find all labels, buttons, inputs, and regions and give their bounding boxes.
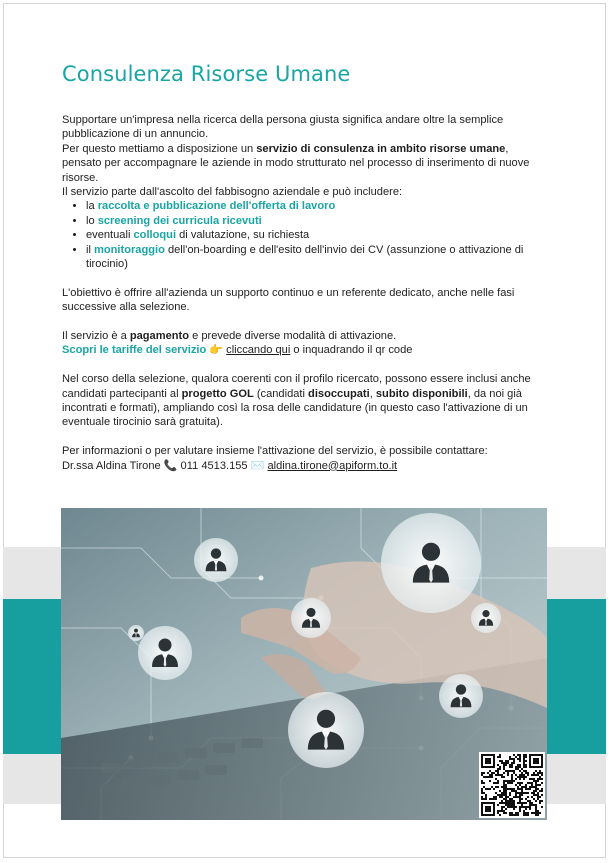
intro-paragraph-3: Il servizio parte dall'ascolto del fabbisogno aziendale e può includere: [62, 186, 403, 199]
hero-image [61, 508, 547, 820]
list-item-highlight: monitoraggio [94, 243, 165, 256]
disoccupati-highlight: disoccupati [308, 387, 370, 400]
service-list [62, 199, 550, 271]
tariffe-link[interactable]: cliccando qui [226, 344, 291, 357]
disponibili-highlight: subito disponibili [375, 387, 468, 400]
contact-line [62, 459, 550, 473]
list-item [86, 228, 550, 242]
payment-paragraph [62, 329, 550, 343]
qr-code-graphic [479, 752, 545, 818]
service-highlight: servizio di consulenza in ambito risorse umane [256, 142, 506, 155]
phone-icon: 📞 [163, 458, 178, 472]
qr-code-icon[interactable] [479, 752, 545, 818]
tariffe-line [62, 343, 550, 357]
candidates-text: , [369, 387, 376, 400]
contact-name: Dr.ssa Aldina Tirone [62, 459, 161, 472]
candidates-paragraph [62, 372, 550, 430]
list-item-highlight: raccolta e pubblicazione dell'offerta di lavoro [97, 200, 336, 213]
objective-paragraph: L'obiettivo è offrire all'azienda un supporto continuo e un referente dedicato, anche nelle fasi successive alla selezione. [62, 286, 515, 314]
list-item-pre: lo [86, 214, 98, 227]
pointing-hand-icon: 👉 [209, 343, 224, 357]
list-item [86, 243, 550, 272]
contact-intro: Per informazioni o per valutare insieme l'attivazione del servizio, è possibile contattare: [62, 445, 488, 458]
body-text [62, 113, 550, 473]
candidates-text: Nel corso della selezione, qualora coerenti con il profilo ricercato, possono essere inclusi anche candidati partecipanti al [62, 373, 531, 400]
mail-icon: ✉️ [250, 458, 265, 472]
intro-text: Per questo mettiamo a disposizione un [62, 142, 257, 155]
list-item-post: dell'on-boarding e dell'esito dell'invio dei CV (assunzione o attivazione di tirocinio) [86, 243, 524, 271]
candidates-text: (candidati [253, 387, 309, 400]
candidates-text-tail: , da noi già incontrati e formati), ampliando così la rosa delle candidature (in questo caso l'attivazione di un eventuale tirocinio sarà gratuita). [62, 387, 528, 429]
gol-highlight: progetto GOL [181, 387, 254, 400]
tariffe-label: Scopri le tariffe del servizio [62, 344, 207, 357]
list-item-post: di valutazione, su richiesta [176, 229, 310, 242]
payment-highlight: pagamento [129, 330, 190, 343]
page-title: Consulenza Risorse Umane [62, 62, 351, 86]
intro-paragraph-2 [62, 142, 550, 185]
contact-email-link[interactable]: aldina.tirone@apiform.to.it [267, 459, 398, 472]
list-item-highlight: screening dei curricula ricevuti [97, 214, 262, 227]
intro-paragraph-1: Supportare un'impresa nella ricerca della persona giusta significa andare oltre la semplice pubblicazione di un annuncio. [62, 114, 504, 141]
contact-phone[interactable]: 011 4513.155 [177, 459, 248, 472]
tariffe-tail: o inquadrando il qr code [290, 344, 413, 357]
network-illustration [61, 508, 547, 820]
list-item [86, 214, 550, 228]
intro-text-tail: , pensato per accompagnare le aziende in modo strutturato nel processo di inserimento di nuove risorse. [62, 142, 530, 184]
payment-text-tail: e prevede diverse modalità di attivazione. [189, 330, 397, 343]
list-item-pre: eventuali [86, 229, 134, 242]
list-item-pre: il [86, 243, 95, 256]
list-item-pre: la [86, 200, 98, 213]
payment-text: Il servizio è a [62, 330, 130, 343]
list-item [86, 199, 550, 213]
list-item-highlight: colloqui [133, 229, 177, 242]
